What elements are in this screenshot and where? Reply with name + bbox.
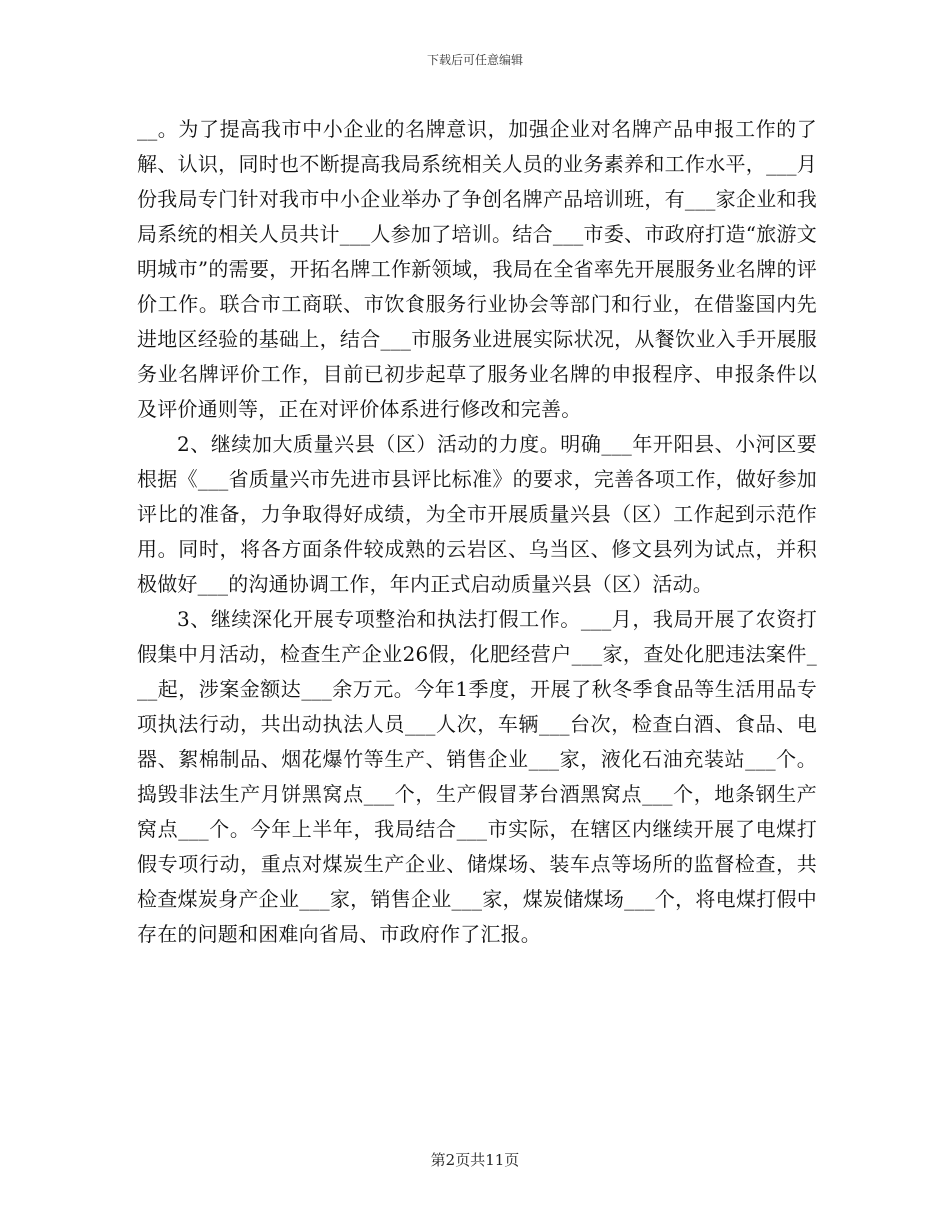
paragraph-item-2: 2、继续加大质量兴县（区）活动的力度。明确___年开阳县、小河区要根据《___省质量兴市先进市县评比标准》的要求，完善各项工作，做好参加评比的准备，力争取得好成绩，为全市开展质量兴县（区）工作起到示范作用。同时，将各方面条件较成熟的云岩区、乌当区、修文县列为试点，并积极做好___的沟通协调工作，年内正式启动质量兴县（区）活动。	[137, 432, 817, 596]
paragraph-item-3: 3、继续深化开展专项整治和执法打假工作。___月，我局开展了农资打假集中月活动，检查生产企业26假，化肥经营户___家，查处化肥违法案件___起，涉案金额达___余万元。今年1季度，开展了秋冬季食品等生活用品专项执法行动，共出动执法人员___人次，车辆___台次，检查白酒、食品、电器、絮棉制品、烟花爆竹等生产、销售企业___家，液化石油充装站___个。捣毁非法生产月饼黑窝点___个，生产假冒茅台酒黑窝点___个，地条钢生产窝点___个。今年上半年，我局结合___市实际，在辖区内继续开展了电煤打假专项行动，重点对煤炭生产企业、储煤场、装车点等场所的监督检查，共检查煤炭身产企业___家，销售企业___家，煤炭储煤场___个，将电煤打假中存在的问题和困难向省局、市政府作了汇报。	[137, 607, 817, 946]
paragraph-continuation: __。为了提高我市中小企业的名牌意识，加强企业对名牌产品申报工作的了解、认识，同时也不断提高我局系统相关人员的业务素养和工作水平，___月份我局专门针对我市中小企业举办了争创名牌产品培训班，有___家企业和我局系统的相关人员共计___人参加了培训。结合___市委、市政府打造“旅游文明城市”的需要，开拓名牌工作新领域，我局在全省率先开展服务业名牌的评价工作。联合市工商联、市饮食服务行业协会等部门和行业，在借鉴国内先进地区经验的基础上，结合___市服务业进展实际状况，从餐饮业入手开展服务业名牌评价工作，目前已初步起草了服务业名牌的申报程序、申报条件以及评价通则等，正在对评价体系进行修改和完善。	[137, 117, 817, 421]
document-body	[137, 112, 817, 952]
page-number: 第2页共11页	[430, 1151, 520, 1169]
page-header: 下载后可任意编辑	[426, 53, 523, 67]
